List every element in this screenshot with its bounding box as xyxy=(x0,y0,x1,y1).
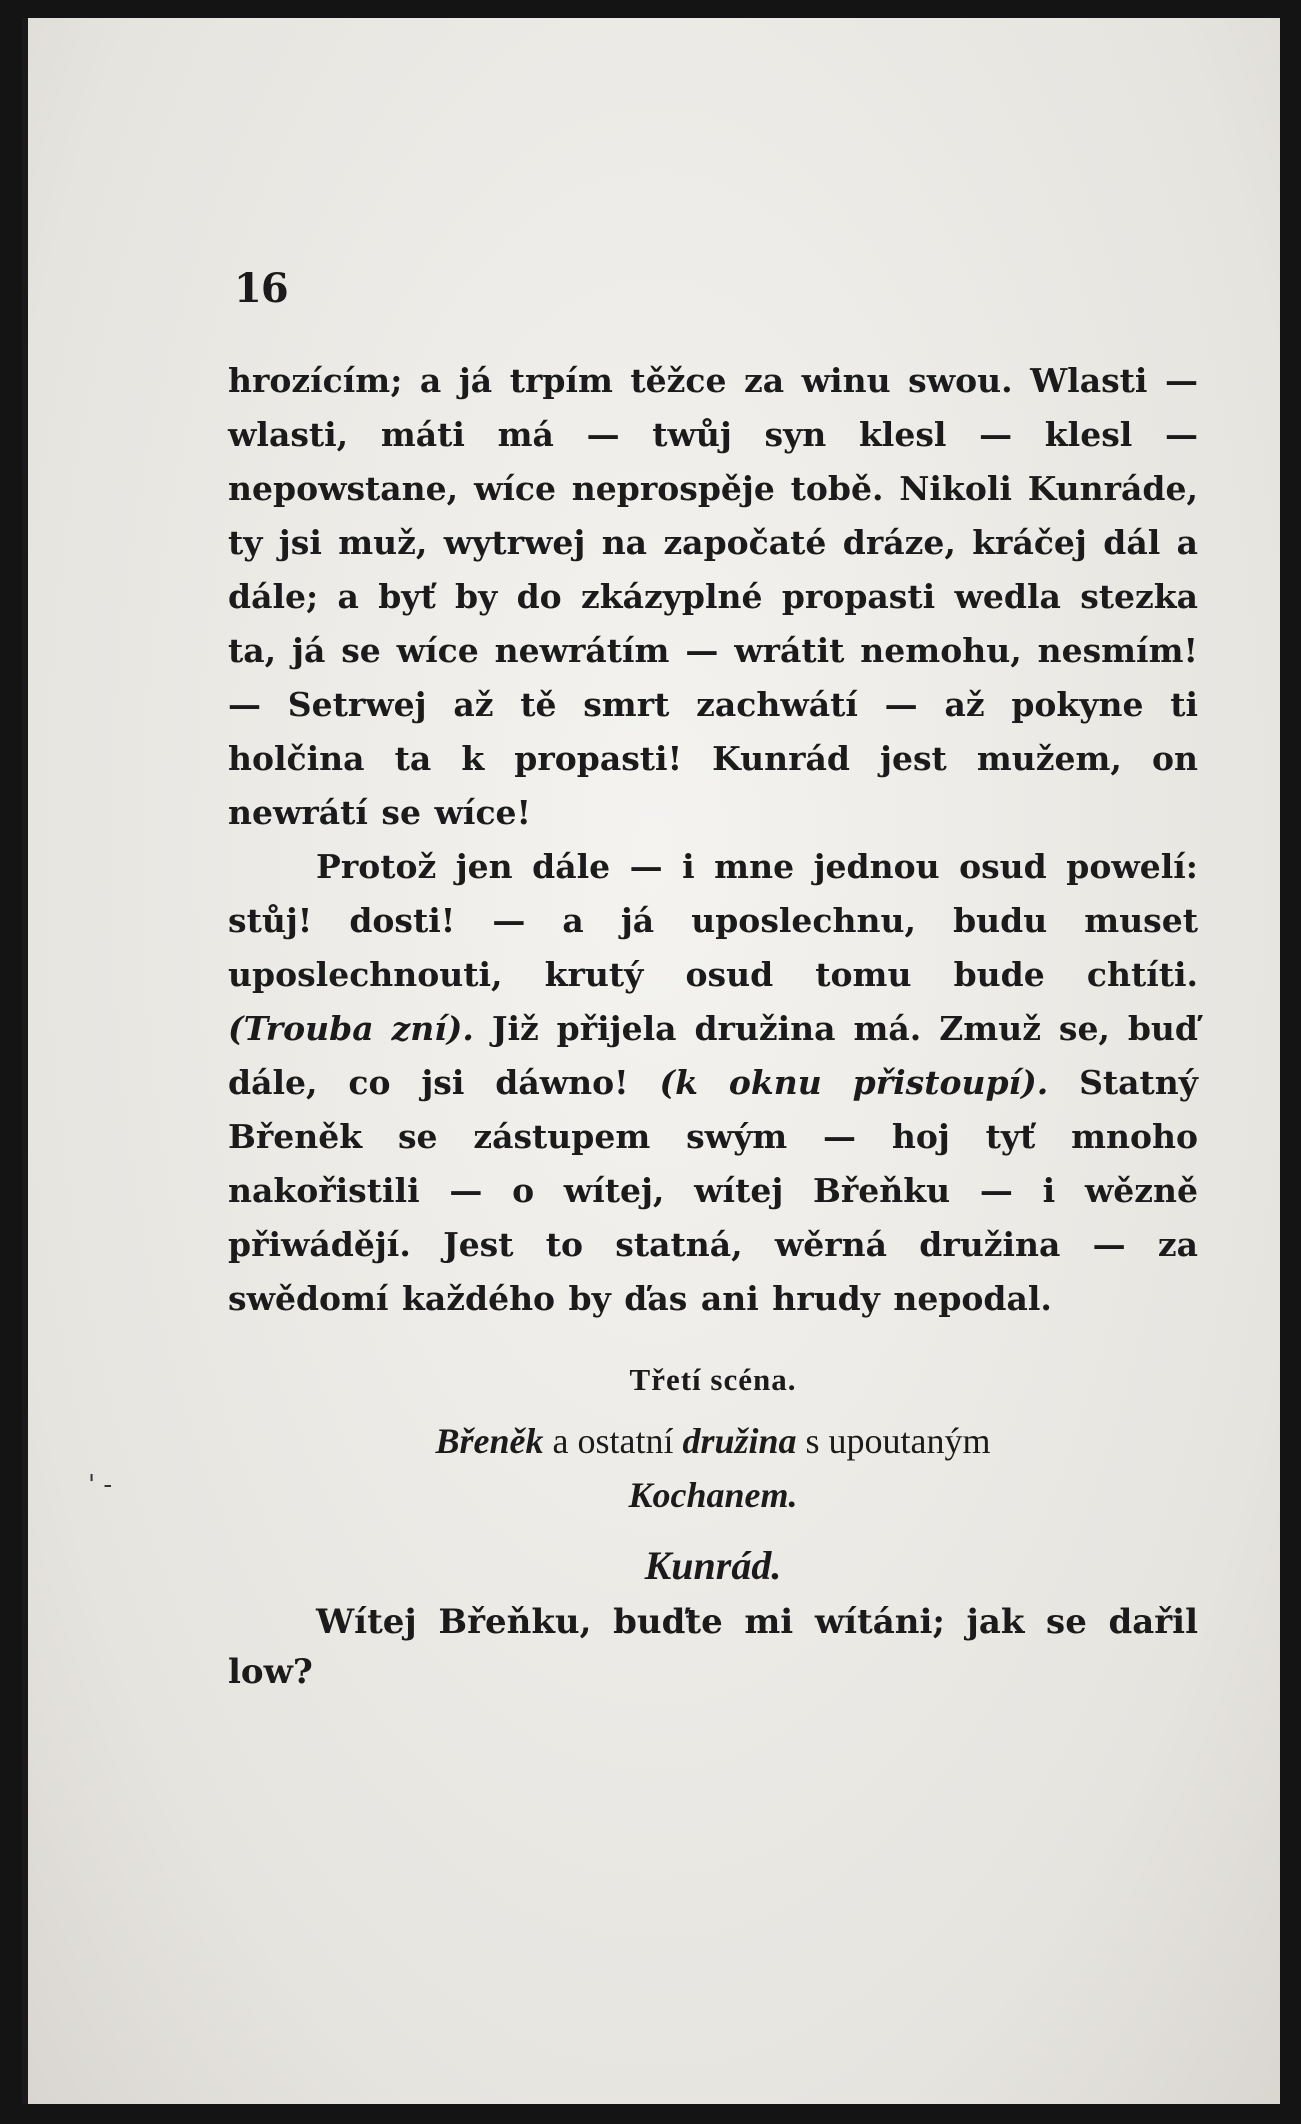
cast-name-2: družina xyxy=(682,1421,797,1461)
speaker-name: Kunrád. xyxy=(644,1543,782,1588)
cast-name-3: Kochanem. xyxy=(628,1475,798,1515)
paragraph-2 xyxy=(228,840,1198,1326)
text-block xyxy=(228,264,1198,1697)
paragraph-2-text-a: Protož jen dále — i mne jednou osud powelí: stůj! dosti! — a já uposlechnu, budu muset uposlechnouti, krutý osud tomu bude chtíti. xyxy=(228,847,1198,994)
margin-mark: ' - xyxy=(88,1470,113,1500)
scene-cast xyxy=(228,1414,1198,1522)
page-number: 16 xyxy=(234,265,288,312)
cast-name-1: Břeněk xyxy=(435,1421,544,1461)
paragraph-2-text-b: Již přijela družina má. Zmuž se, buď dále, co jsi dáwno! xyxy=(228,1009,1198,1102)
cast-mid: a ostatní xyxy=(552,1421,674,1461)
stage-direction-trumpet: (Trouba zní). xyxy=(228,1009,474,1048)
page-surface xyxy=(28,18,1280,2104)
stage-direction-window: (k oknu přistoupí). xyxy=(659,1063,1049,1102)
paragraph-2-text-c: Statný Břeněk se zástupem swým — hoj tyť mnoho nakořistili — o wítej, wítej Břeňku — i wězně přiwádějí. Jest to statná, wěrná družina — za swědomí každého by ďas ani hrudy nepodal. xyxy=(228,1063,1198,1318)
scene-title: Třetí scéna. xyxy=(629,1362,797,1397)
paragraph-1: hrozícím; a já trpím těžce za winu swou. Wlasti — wlasti, máti má — twůj syn klesl — klesl — nepowstane, wíce neprospěje tobě. Nikoli Kunráde, ty jsi muž, wytrwej na započaté dráze, kráčej dál a dále; a byť by do zkázyplné propasti wedla stezka ta, já se wíce newrátím — wrátit nemohu, nesmím! — Setrwej až tě smrt zachwátí — až pokyne ti holčina ta k propasti! Kunrád jest mužem, on newrátí se wíce! xyxy=(228,361,1198,832)
page-frame xyxy=(22,18,1280,2104)
speech-text: Wítej Břeňku, buďte mi wítáni; jak se dařil low? xyxy=(228,1602,1198,1692)
cast-tail: s upoutaným xyxy=(805,1421,991,1461)
